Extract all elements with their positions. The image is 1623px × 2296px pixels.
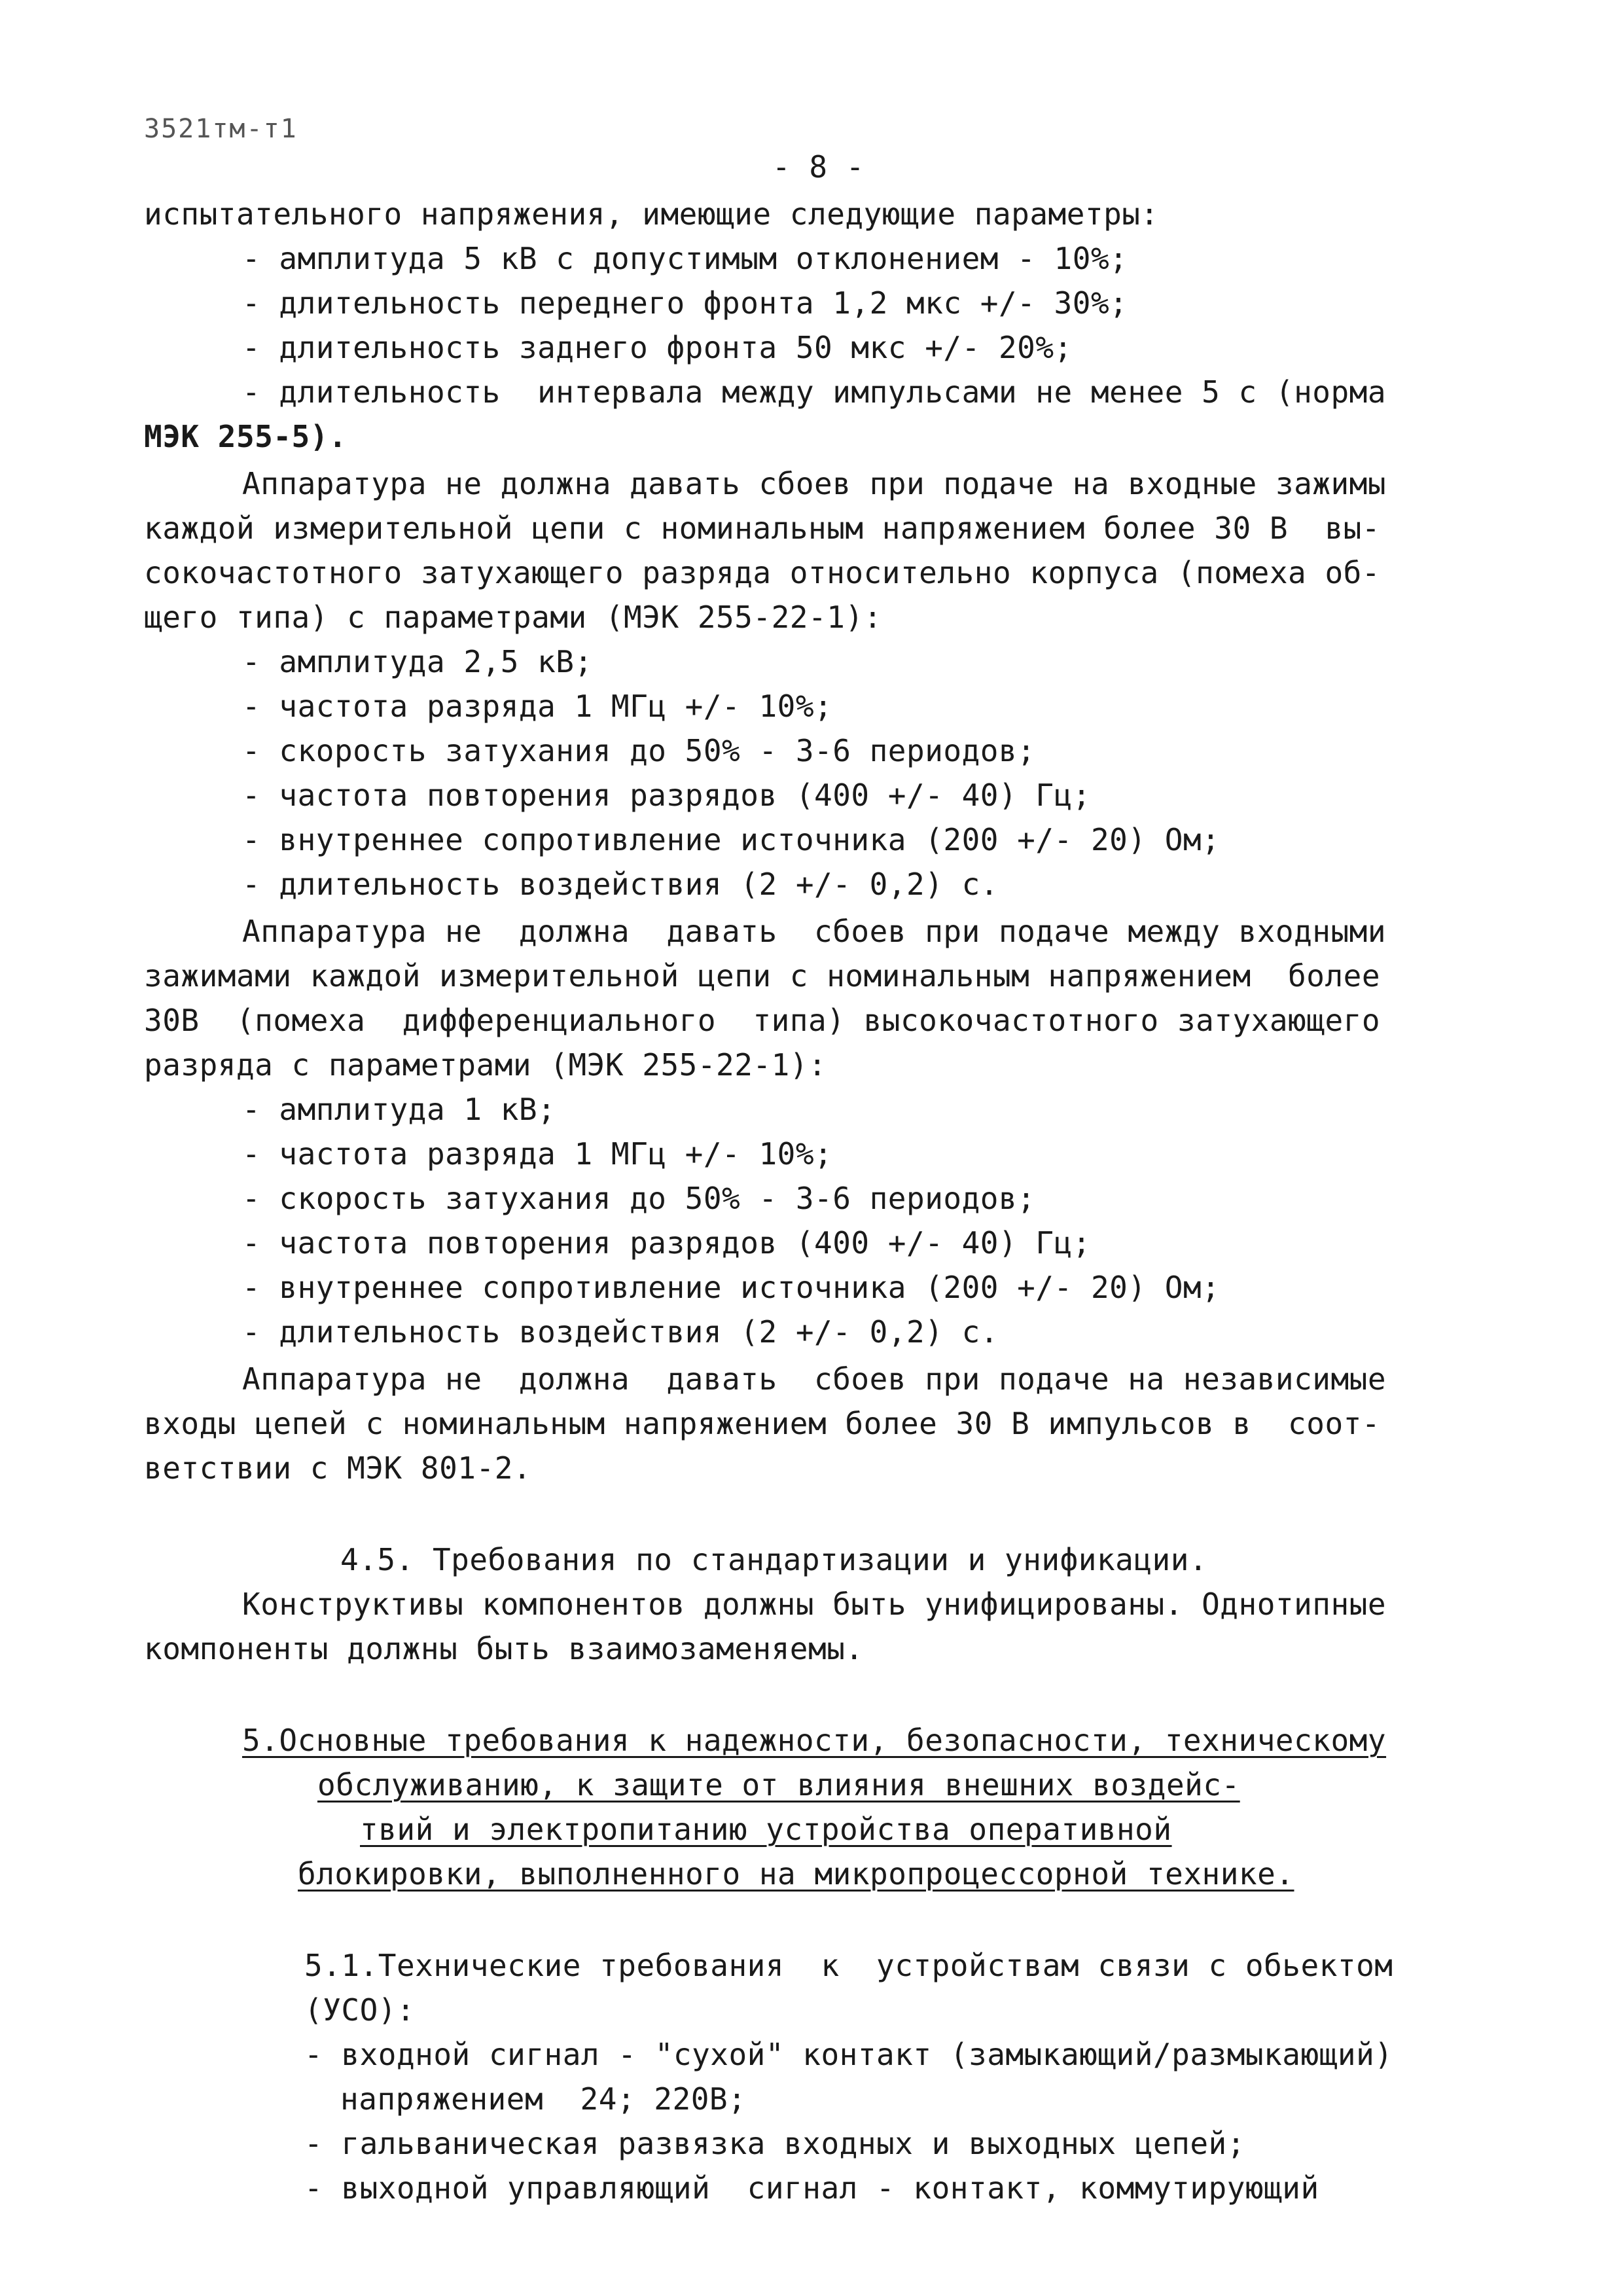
list-item: - длительность интервала между импульсами не менее 5 с (норма: [242, 374, 1387, 410]
text-line: разряда с параметрами (МЭК 255-22-1):: [144, 1047, 827, 1083]
text-line: зажимами каждой измерительной цепи с номинальным напряжением более: [144, 958, 1381, 994]
list-item: - частота разряда 1 МГц +/- 10%;: [242, 689, 833, 724]
text-line: щего типа) с параметрами (МЭК 255-22-1):: [144, 600, 882, 635]
list-item: - длительность воздействия (2 +/- 0,2) с.: [242, 1314, 999, 1350]
list-item: - частота разряда 1 МГц +/- 10%;: [242, 1136, 833, 1172]
chapter-heading: 5.Основные требования к надежности, безопасности, техническому: [242, 1723, 1387, 1758]
list-item: - амплитуда 1 кВ;: [242, 1092, 556, 1127]
list-item: - длительность переднего фронта 1,2 мкс +/- 30%;: [242, 285, 1128, 321]
paragraph-start: Конструктивы компонентов должны быть унифицированы. Однотипные: [242, 1587, 1387, 1622]
page-number: - 8 -: [772, 149, 865, 185]
text-line: сокочастотного затухающего разряда относительно корпуса (помеха об-: [144, 555, 1381, 590]
text-line: компоненты должны быть взаимозаменяемы.: [144, 1631, 864, 1666]
list-item: - амплитуда 5 кВ с допустимым отклонением - 10%;: [242, 241, 1128, 276]
document-code: 3521тм-т1: [144, 114, 298, 144]
subsection-heading: 5.1.Технические требования к устройствам связи с обьектом: [304, 1948, 1393, 1983]
paragraph-start: Аппаратура не должна давать сбоев при подаче на входные зажимы: [242, 466, 1387, 501]
chapter-heading: блокировки, выполненного на микропроцессорной технике.: [298, 1856, 1294, 1892]
text-line: входы цепей с номинальным напряжением более 30 В импульсов в соот-: [144, 1406, 1381, 1441]
list-item: - скорость затухания до 50% - 3-6 периодов;: [242, 1181, 1036, 1216]
text-line: ветствии с МЭК 801-2.: [144, 1450, 532, 1486]
list-item: - внутреннее сопротивление источника (200 +/- 20) Ом;: [242, 822, 1221, 857]
text-line: МЭК 255-5).: [144, 419, 348, 454]
list-item: - внутреннее сопротивление источника (200 +/- 20) Ом;: [242, 1270, 1221, 1305]
list-item: - выходной управляющий сигнал - контакт, коммутирующий: [304, 2170, 1319, 2206]
list-item: - скорость затухания до 50% - 3-6 периодов;: [242, 733, 1036, 768]
text-line: 30В (помеха дифференциального типа) высокочастотного затухающего: [144, 1003, 1381, 1038]
list-item: - длительность воздействия (2 +/- 0,2) с.: [242, 867, 999, 902]
paragraph-start: Аппаратура не должна давать сбоев при подаче на независимые: [242, 1361, 1387, 1397]
paragraph-start: Аппаратура не должна давать сбоев при подаче между входными: [242, 914, 1387, 949]
text-line: каждой измерительной цепи с номинальным напряжением более 30 В вы-: [144, 511, 1381, 546]
chapter-heading: обслуживанию, к защите от влияния внешних воздейс-: [317, 1767, 1240, 1803]
list-item: - амплитуда 2,5 кВ;: [242, 644, 593, 679]
list-item: - частота повторения разрядов (400 +/- 40) Гц;: [242, 778, 1091, 813]
list-item: - гальваническая развязка входных и выходных цепей;: [304, 2126, 1245, 2161]
section-heading: 4.5. Требования по стандартизации и унификации.: [340, 1542, 1208, 1577]
list-item: - входной сигнал - "сухой" контакт (замыкающий/размыкающий): [304, 2037, 1393, 2072]
chapter-heading: твий и электропитанию устройства оперативной: [360, 1812, 1172, 1847]
text-line: (УСО):: [304, 1992, 416, 2028]
list-item: - частота повторения разрядов (400 +/- 40) Гц;: [242, 1225, 1091, 1261]
text-line: испытательного напряжения, имеющие следующие параметры:: [144, 196, 1159, 232]
list-item: - длительность заднего фронта 50 мкс +/- 20%;: [242, 330, 1073, 365]
text-line: напряжением 24; 220В;: [340, 2081, 747, 2117]
